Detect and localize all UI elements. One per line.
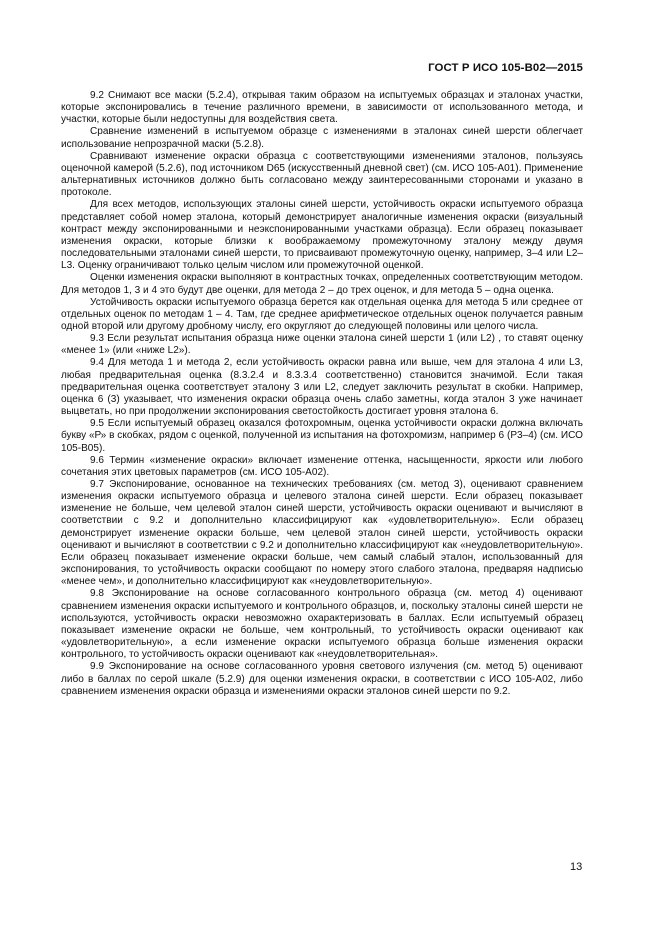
document-header: ГОСТ Р ИСО 105-B02—2015 xyxy=(428,62,583,74)
paragraph-9-5: 9.5 Если испытуемый образец оказался фотохромным, оценка устойчивости окраски должна включать букву «Р» в скобках, рядом с оценкой, полученной из испытания на фотохромизм, например 6 (Р3–4) (см. ИСО 105-B05). xyxy=(61,418,583,454)
page-number: 13 xyxy=(570,861,583,873)
paragraph: Сравнивают изменение окраски образца с соответствующими изменениями эталонов, пользуясь оценочной камерой (5.2.6), под источником D65 (искусственный дневной свет) (см. ИСО 105-A01). Применение альтернативных источников должно быть согласовано между заинтересованными сторонами и указано в протоколе. xyxy=(61,150,583,199)
paragraph: Для всех методов, использующих эталоны синей шерсти, устойчивость окраски испытуемого образца представляет собой номер эталона, который демонстрирует аналогичные изменения окраски (визуальный контраст между экспонированными и неэкспонированными участками образца). Если образец показывает изменения окраски, которые близки к воображаемому промежуточному эталону между двумя последовательными эталонами синей шерсти, то присваивают промежуточную оценку, например, 3–4 или L2–L3. Оценку ограничивают только целым числом или промежуточной оценкой. xyxy=(61,199,583,272)
paragraph: Устойчивость окраски испытуемого образца берется как отдельная оценка для метода 5 или среднее от отдельных оценок по методам 1 – 4. Там, где среднее арифметическое отдельных оценок получается равным одной второй или другому дробному числу, его округляют до следующей половины или целого числа. xyxy=(61,296,583,332)
paragraph-9-3: 9.3 Если результат испытания образца ниже оценки эталона синей шерсти 1 (или L2) , то ставят оценку «менее 1» (или «ниже L2»). xyxy=(61,333,583,357)
paragraph-9-6: 9.6 Термин «изменение окраски» включает изменение оттенка, насыщенности, яркости или любого сочетания этих цветовых параметров (см. ИСО 105-A02). xyxy=(61,454,583,478)
paragraph: Сравнение изменений в испытуемом образце с изменениями в эталонах синей шерсти облегчает использование непрозрачной маски (5.2.8). xyxy=(61,126,583,150)
paragraph: Оценки изменения окраски выполняют в контрастных точках, определенных соответствующим методом. Для методов 1, 3 и 4 это будут две оценки, для метода 2 – до трех оценок, и для метода 5 – одна оценка. xyxy=(61,272,583,296)
paragraph-9-4: 9.4 Для метода 1 и метода 2, если устойчивость окраски равна или выше, чем для эталона 4 или L3, любая предварительная оценка (8.3.2.4 и 8.3.3.4 соответственно) становится значимой. Если такая предварительная оценка соответствует эталону 3 или L2, следует заключить результат в скобки. Например, оценка 6 (3) указывает, что изменения окраски образца очень слабо заметны, когда эталон 3 уже начинает выцветать, но при продолжении экспонирования светостойкость достигает уровня эталона 6. xyxy=(61,357,583,418)
paragraph-9-9: 9.9 Экспонирование на основе согласованного уровня светового излучения (см. метод 5) оценивают либо в баллах по серой шкале (5.2.9) для оценки изменения окраски, в соответствии с ИСО 105-A02, либо сравнением изменения окраски образца и изменениями окраски эталонов синей шерсти по 9.2. xyxy=(61,661,583,697)
paragraph-9-8: 9.8 Экспонирование на основе согласованного контрольного образца (см. метод 4) оценивают сравнением изменения окраски испытуемого и контрольного образцов, и, поскольку эталоны синей шерсти не используются, устойчивость окраски невозможно охарактеризовать в баллах. Если испытуемый образец показывает изменение окраски не больше, чем контрольный, то устойчивость окраски оценивают как «удовлетворительную», а если изменение окраски испытуемого образца больше изменения окраски контрольного, то устойчивость окраски оценивают как «неудовлетворительная». xyxy=(61,588,583,661)
paragraph-9-7: 9.7 Экспонирование, основанное на технических требованиях (см. метод 3), оценивают сравнением изменения окраски испытуемого образца и целевого эталона синей шерсти. Если образец показывает изменение не больше, чем целевой эталон синей шерсти, устойчивость окраски оценивают и вычисляют в соответствии с 9.2 и дополнительно классифицируют как «удовлетворительную». Если образец демонстрирует изменение окраски больше, чем целевой эталон синей шерсти, устойчивость окраски оценивают и вычисляют в соответствии с 9.2 и дополнительно классифицируют как «неудовлетворительную». Если образец показывает изменение окраски больше, чем самый слабый эталон, использованный для экспонирования, то устойчивость окраски сообщают по номеру этого слабого эталона, предваряя надписью «менее чем», и дополнительно классифицируют как «неудовлетворительную». xyxy=(61,479,583,588)
document-body xyxy=(61,90,583,698)
paragraph-9-2: 9.2 Снимают все маски (5.2.4), открывая таким образом на испытуемых образцах и эталонах участки, которые экспонировались в течение различного времени, в зависимости от использованного метода, и участки, которые были недоступны для воздействия света. xyxy=(61,90,583,126)
